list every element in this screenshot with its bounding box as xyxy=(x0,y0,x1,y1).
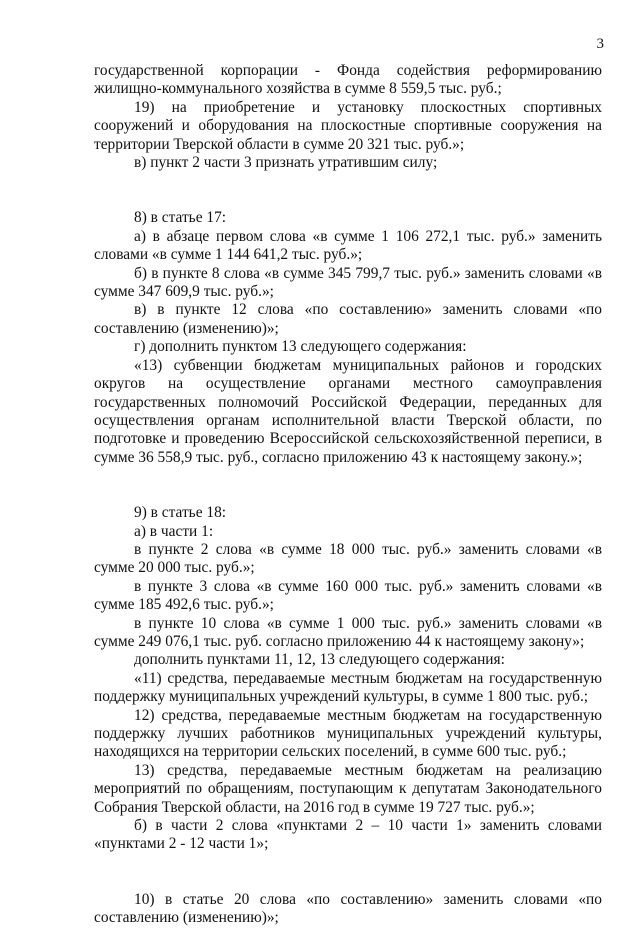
section-gap xyxy=(94,172,602,209)
paragraph-17-a: а) в абзаце первом слова «в сумме 1 106 272,1 тыс. руб.» заменить словами «в сумме 1 144 641,2 тыс. руб.»; xyxy=(94,227,602,264)
paragraph-continuation: государственной корпорации - Фонда содействия реформированию жилищно-коммунального хозяйства в сумме 8 559,5 тыс. руб.; xyxy=(94,62,602,98)
paragraph-17-item-13: «13) субвенции бюджетам муниципальных районов и городских округов на осуществление органами местного самоуправления государственных полномочий Российской Федерации, переданных для осуществления органам исполнительной власти Тверской области, по подготовке и проведению Всероссийской сельскохозяйственной переписи, в сумме 36 558,9 тыс. руб., согласно приложению 43 к настоящему закону.»; xyxy=(94,356,602,466)
paragraph-18-item-11: «11) средства, передаваемые местным бюджетам на государственную поддержку муниципальных учреждений культуры, в сумме 1 800 тыс. руб.; xyxy=(94,669,602,706)
section-gap xyxy=(94,467,602,504)
paragraph-18-item-12: 12) средства, передаваемые местным бюджетам на государственную поддержку лучших работников муниципальных учреждений культуры, находящихся на территории сельских поселений, в сумме 600 тыс. руб.; xyxy=(94,706,602,761)
paragraph-18-b: б) в части 2 слова «пунктами 2 – 10 части 1» заменить словами «пунктами 2 - 12 части 1»; xyxy=(94,817,602,853)
page-number: 3 xyxy=(596,36,604,52)
paragraph-18-item-13: 13) средства, передаваемые местным бюджетам на реализацию мероприятий по обращениям, поступающим к депутатам Законодательного Собрания Тверской области, на 2016 год в сумме 19 727 тыс. руб.»; xyxy=(94,761,602,816)
paragraph-article-17: 8) в статье 17: xyxy=(134,209,227,227)
section-gap xyxy=(94,854,602,891)
paragraph-18-item-3: в пункте 3 слова «в сумме 160 000 тыс. руб.» заменить словами «в сумме 185 492,6 тыс. руб.»; xyxy=(94,577,602,614)
paragraph-17-v: в) в пункте 12 слова «по составлению» заменить словами «по составлению (изменению)»; xyxy=(94,301,602,337)
paragraph-article-18: 9) в статье 18: xyxy=(134,504,227,522)
paragraph-18-a: а) в части 1: xyxy=(134,522,214,540)
paragraph-item-v: в) пункт 2 части 3 признать утратившим силу; xyxy=(134,154,438,172)
paragraph-18-item-2: в пункте 2 слова «в сумме 18 000 тыс. руб.» заменить словами «в сумме 20 000 тыс. руб.»; xyxy=(94,540,602,577)
paragraph-18-item-10: в пункте 10 слова «в сумме 1 000 тыс. руб.» заменить словами «в сумме 249 076,1 тыс. руб. согласно приложению 44 к настоящему закону»; xyxy=(94,614,602,650)
paragraph-17-b: б) в пункте 8 слова «в сумме 345 799,7 тыс. руб.» заменить словами «в сумме 347 609,9 тыс. руб.»; xyxy=(94,264,602,301)
paragraph-article-20: 10) в статье 20 слова «по составлению» заменить словами «по составлению (изменению)»; xyxy=(94,890,602,927)
paragraph-18-add-items: дополнить пунктами 11, 12, 13 следующего содержания: xyxy=(134,651,505,669)
paragraph-17-g: г) дополнить пунктом 13 следующего содержания: xyxy=(134,338,467,356)
paragraph-item-19: 19) на приобретение и установку плоскостных спортивных сооружений и оборудования на плоскостные спортивные сооружения на территории Тверской области в сумме 20 321 тыс. руб.»; xyxy=(94,98,602,153)
document-body xyxy=(94,62,602,928)
